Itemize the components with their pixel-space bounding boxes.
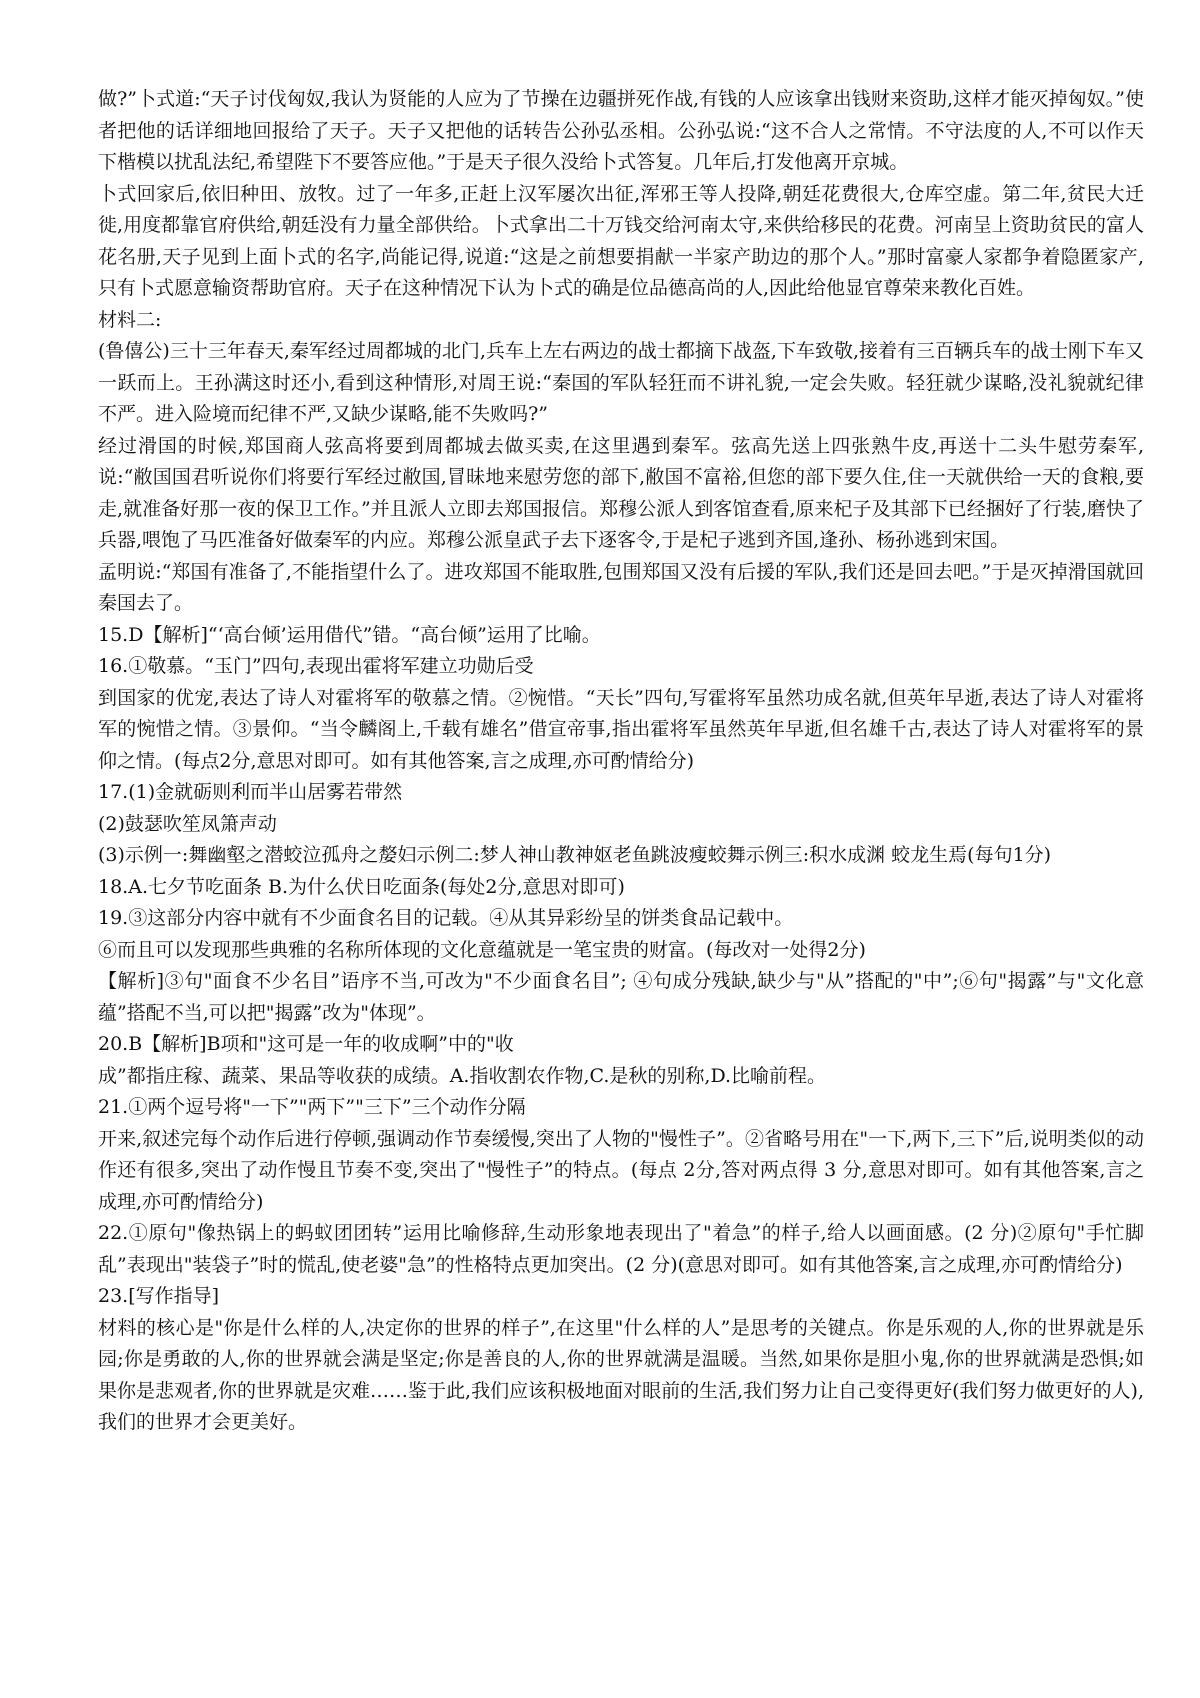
- answer-19-a: 19.③这部分内容中就有不少面食名目的记载。④从其异彩纷呈的饼类食品记载中。: [98, 907, 794, 929]
- paragraph-translation-1: 做?”卜式道:“天子讨伐匈奴,我认为贤能的人应为了节操在边疆拼死作战,有钱的人应该拿出钱财来资助,这样才能灭掉匈奴。”使者把他的话详细地回报给了天子。天子又把他的话转告公孙弘丞相。公孙弘说:“这不合人之常情。不守法度的人,不可以作天下楷模以扰乱法纪,希望陛下不要答应他。”于是天子很久没给卜式答复。几年后,打发他离开京城。: [98, 88, 1144, 173]
- answer-17-3: (3)示例一:舞幽壑之潜蛟泣孤舟之嫠妇示例二:梦人神山教神妪老鱼跳波瘦蛟舞示例三:积水成渊 蛟龙生焉(每句1分): [98, 844, 1052, 866]
- answer-15: 15.D【解析]“‘高台倾’运用借代”错。“高台倾”运用了比喻。: [98, 623, 601, 646]
- answer-17-1: 17.(1)金就砺则利而半山居雾若带然: [98, 781, 403, 803]
- section-heading-material-2: 材料二:: [98, 308, 162, 331]
- answer-20-line-2: 成”都指庄稼、蔬菜、果品等收获的成绩。A.指收割农作物,C.是秋的别称,D.比喻前程。: [98, 1064, 827, 1087]
- answer-19-analysis: 【解析]③句"面食不少名目”语序不当,可改为"不少面食名目”; ④句成分残缺,缺少与"从”搭配的"中”;⑥句"揭露”与"文化意蕴”搭配不当,可以把"揭露”改为"体现”。: [98, 970, 1144, 1024]
- answer-19-b: ⑥而且可以发现那些典雅的名称所体现的文化意蕴就是一笔宝贵的财富。(每改对一处得2分): [98, 938, 866, 961]
- answer-20-line-1: 20.B【解析]B项和"这可是一年的收成啊”中的"收: [98, 1033, 514, 1055]
- answer-16-line-2: 到国家的优宠,表达了诗人对霍将军的敬慕之情。②惋惜。“天长”四句,写霍将军虽然功成名就,但英年早逝,表达了诗人对霍将军的惋惜之情。③景仰。“当令麟阁上,千载有雄名”借宣帝事,指出霍将军虽然英年早逝,但名雄千古,表达了诗人对霍将军的景仰之情。(每点2分,意思对即可。如有其他答案,言之成理,亦可酌情给分): [98, 686, 1144, 772]
- answer-23-guidance: 材料的核心是"你是什么样的人,决定你的世界的样子”,在这里"什么样的人”是思考的关键点。你是乐观的人,你的世界就是乐园;你是勇敢的人,你的世界就会满是坚定;你是善良的人,你的世界就满是温暖。当然,如果你是胆小鬼,你的世界就满是恐惧;如果你是悲观者,你的世界就是灾难……鉴于此,我们应该积极地面对眼前的生活,我们努力让自己变得更好(我们努力做更好的人),我们的世界才会更美好。: [98, 1316, 1144, 1433]
- answer-23-heading: 23.[写作指导]: [98, 1285, 220, 1307]
- answer-22: 22.①原句"像热锅上的蚂蚁团团转”运用比喻修辞,生动形象地表现出了"着急”的样子,给人以画面感。(2 分)②原句"手忙脚乱”表现出"装袋子”时的慌乱,使老婆"急”的性格特点更加突出。(2 分)(意思对即可。如有其他答案,言之成理,亦可酌情给分): [98, 1222, 1144, 1276]
- answer-17-2: (2)鼓瑟吹笙凤箫声动: [98, 812, 277, 835]
- paragraph-translation-2: 卜式回家后,依旧种田、放牧。过了一年多,正赶上汉军屡次出征,浑邪王等人投降,朝廷花费很大,仓库空虚。第二年,贫民大迁徙,用度都靠官府供给,朝廷没有力量全部供给。卜式拿出二十万钱交给河南太守,来供给移民的花费。河南呈上资助贫民的富人花名册,天子见到上面卜式的名字,尚能记得,说道:“这是之前想要捐献一半家产助边的那个人。”那时富豪人家都争着隐匿家产,只有卜式愿意输资帮助官府。天子在这种情况下认为卜式的确是位品德高尚的人,因此给他显官尊荣来教化百姓。: [98, 182, 1144, 299]
- answer-18: 18.A.七夕节吃面条 B.为什么伏日吃面条(每处2分,意思对即可): [98, 875, 625, 898]
- paragraph-material-2-c: 孟明说:“郑国有准备了,不能指望什么了。进攻郑国不能取胜,包围郑国又没有后援的军队,我们还是回去吧。”于是灭掉滑国就回秦国去了。: [98, 560, 1144, 614]
- answer-16-line-1: 16.①敬慕。“玉门”四句,表现出霍将军建立功勋后受: [98, 655, 534, 677]
- paragraph-material-2-a: (鲁僖公)三十三年春天,秦军经过周都城的北门,兵车上左右两边的战士都摘下战盔,下车致敬,接着有三百辆兵车的战士刚下车又一跃而上。王孙满这时还小,看到这种情形,对周王说:“秦国的军队轻狂而不讲礼貌,一定会失败。轻狂就少谋略,没礼貌就纪律不严。进入险境而纪律不严,又缺少谋略,能不失败吗?”: [98, 340, 1144, 425]
- answer-document: [98, 84, 1144, 1439]
- paragraph-material-2-b: 经过滑国的时候,郑国商人弦高将要到周都城去做买卖,在这里遇到秦军。弦高先送上四张熟牛皮,再送十二头牛慰劳秦军,说:“敝国国君听说你们将要行军经过敝国,冒昧地来慰劳您的部下,敝国不富裕,但您的部下要久住,住一天就供给一天的食粮,要走,就准备好那一夜的保卫工作。”并且派人立即去郑国报信。郑穆公派人到客馆查看,原来杞子及其部下已经捆好了行装,磨快了兵器,喂饱了马匹准备好做秦军的内应。郑穆公派皇武子去下逐客令,于是杞子逃到齐国,逢孙、杨孙逃到宋国。: [98, 434, 1144, 551]
- answer-21-line-1: 21.①两个逗号将"一下”"两下”"三下”三个动作分隔: [98, 1096, 526, 1118]
- answer-21-line-2: 开来,叙述完每个动作后进行停顿,强调动作节奏缓慢,突出了人物的"慢性子”。②省略号用在"一下,两下,三下”后,说明类似的动作还有很多,突出了动作慢且节奏不变,突出了"慢性子”的特点。(每点 2分,答对两点得 3 分,意思对即可。如有其他答案,言之成理,亦可酌情给分): [98, 1127, 1144, 1213]
